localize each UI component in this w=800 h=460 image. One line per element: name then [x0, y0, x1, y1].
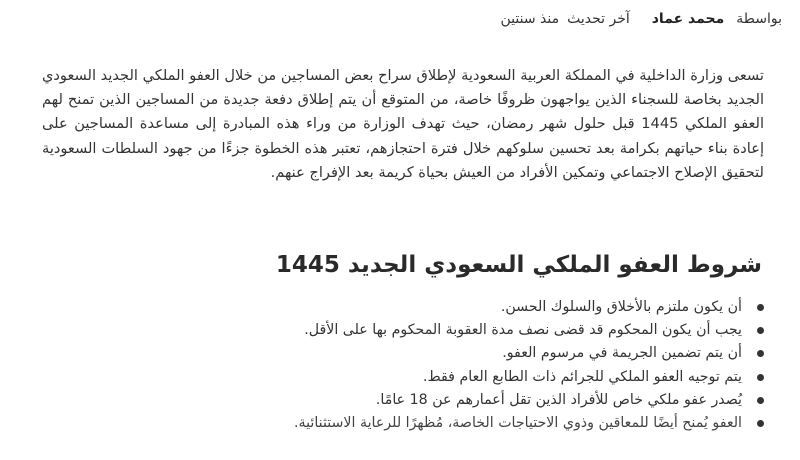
article-meta: [501, 11, 783, 27]
list-item: [42, 389, 766, 412]
list-item: [42, 366, 766, 389]
updated-value: منذ سنتين: [500, 11, 560, 27]
bullet-icon: [757, 350, 764, 357]
list-item-text: يتم توجيه العفو الملكي للجرائم ذات الطابع العام فقط.: [423, 368, 742, 385]
list-item-text: أن يتم تضمين الجريمة في مرسوم العفو.: [502, 345, 742, 362]
list-item: [42, 296, 766, 319]
list-item-text: العفو يُمنح أيضًا للمعاقين وذوي الاحتياجات الخاصة، مُظهرًا للرعاية الاستثنائية.: [294, 415, 742, 432]
list-item: [42, 319, 766, 342]
list-item-text: أن يكون ملتزم بالأخلاق والسلوك الحسن.: [500, 299, 742, 315]
section-heading: شروط العفو الملكي السعودي الجديد 1445: [275, 252, 762, 278]
list-item: [42, 412, 766, 435]
conditions-list: [42, 296, 766, 435]
updated-label: آخر تحديث: [567, 11, 630, 27]
article-paragraph: تسعى وزارة الداخلية في المملكة العربية السعودية لإطلاق سراح بعض المساجين من خلال العفو الملكي الجديد السعودي الجديد بخاصة للسجناء الذين يواجهون ظروفًا خاصة، من المتوقع أن يتم إطلاق دفعة جديدة من المساجين الذين تمنح لهم العفو الملكي 1445 قبل حلول شهر رمضان، حيث تهدف الوزارة من وراء هذه المبادرة إلى مساعدة المساجين على إعادة بناء حياتهم بكرامة بعد تحسين سلوكهم خلال فترة احتجازهم، تعتبر هذه الخطوة جزءًا من جهود السلطات السعودية لتحقيق الإصلاح الاجتماعي وتمكين الأفراد من العيش بحياة كريمة بعد الإفراج عنهم.: [42, 67, 765, 181]
author-link[interactable]: محمد عماد: [651, 11, 725, 27]
list-item-text: يجب أن يكون المحكوم قد قضى نصف مدة العقوبة المحكوم بها على الأقل.: [304, 322, 742, 339]
bullet-icon: [757, 304, 764, 311]
bullet-icon: [757, 420, 764, 427]
list-item-text: يُصدر عفو ملكي خاص للأفراد الذين تقل أعمارهم عن 18 عامًا.: [375, 391, 742, 408]
bullet-icon: [757, 327, 764, 334]
bullet-icon: [757, 397, 764, 404]
by-label: بواسطة: [736, 11, 782, 27]
list-item: [42, 342, 766, 365]
bullet-icon: [757, 374, 764, 381]
